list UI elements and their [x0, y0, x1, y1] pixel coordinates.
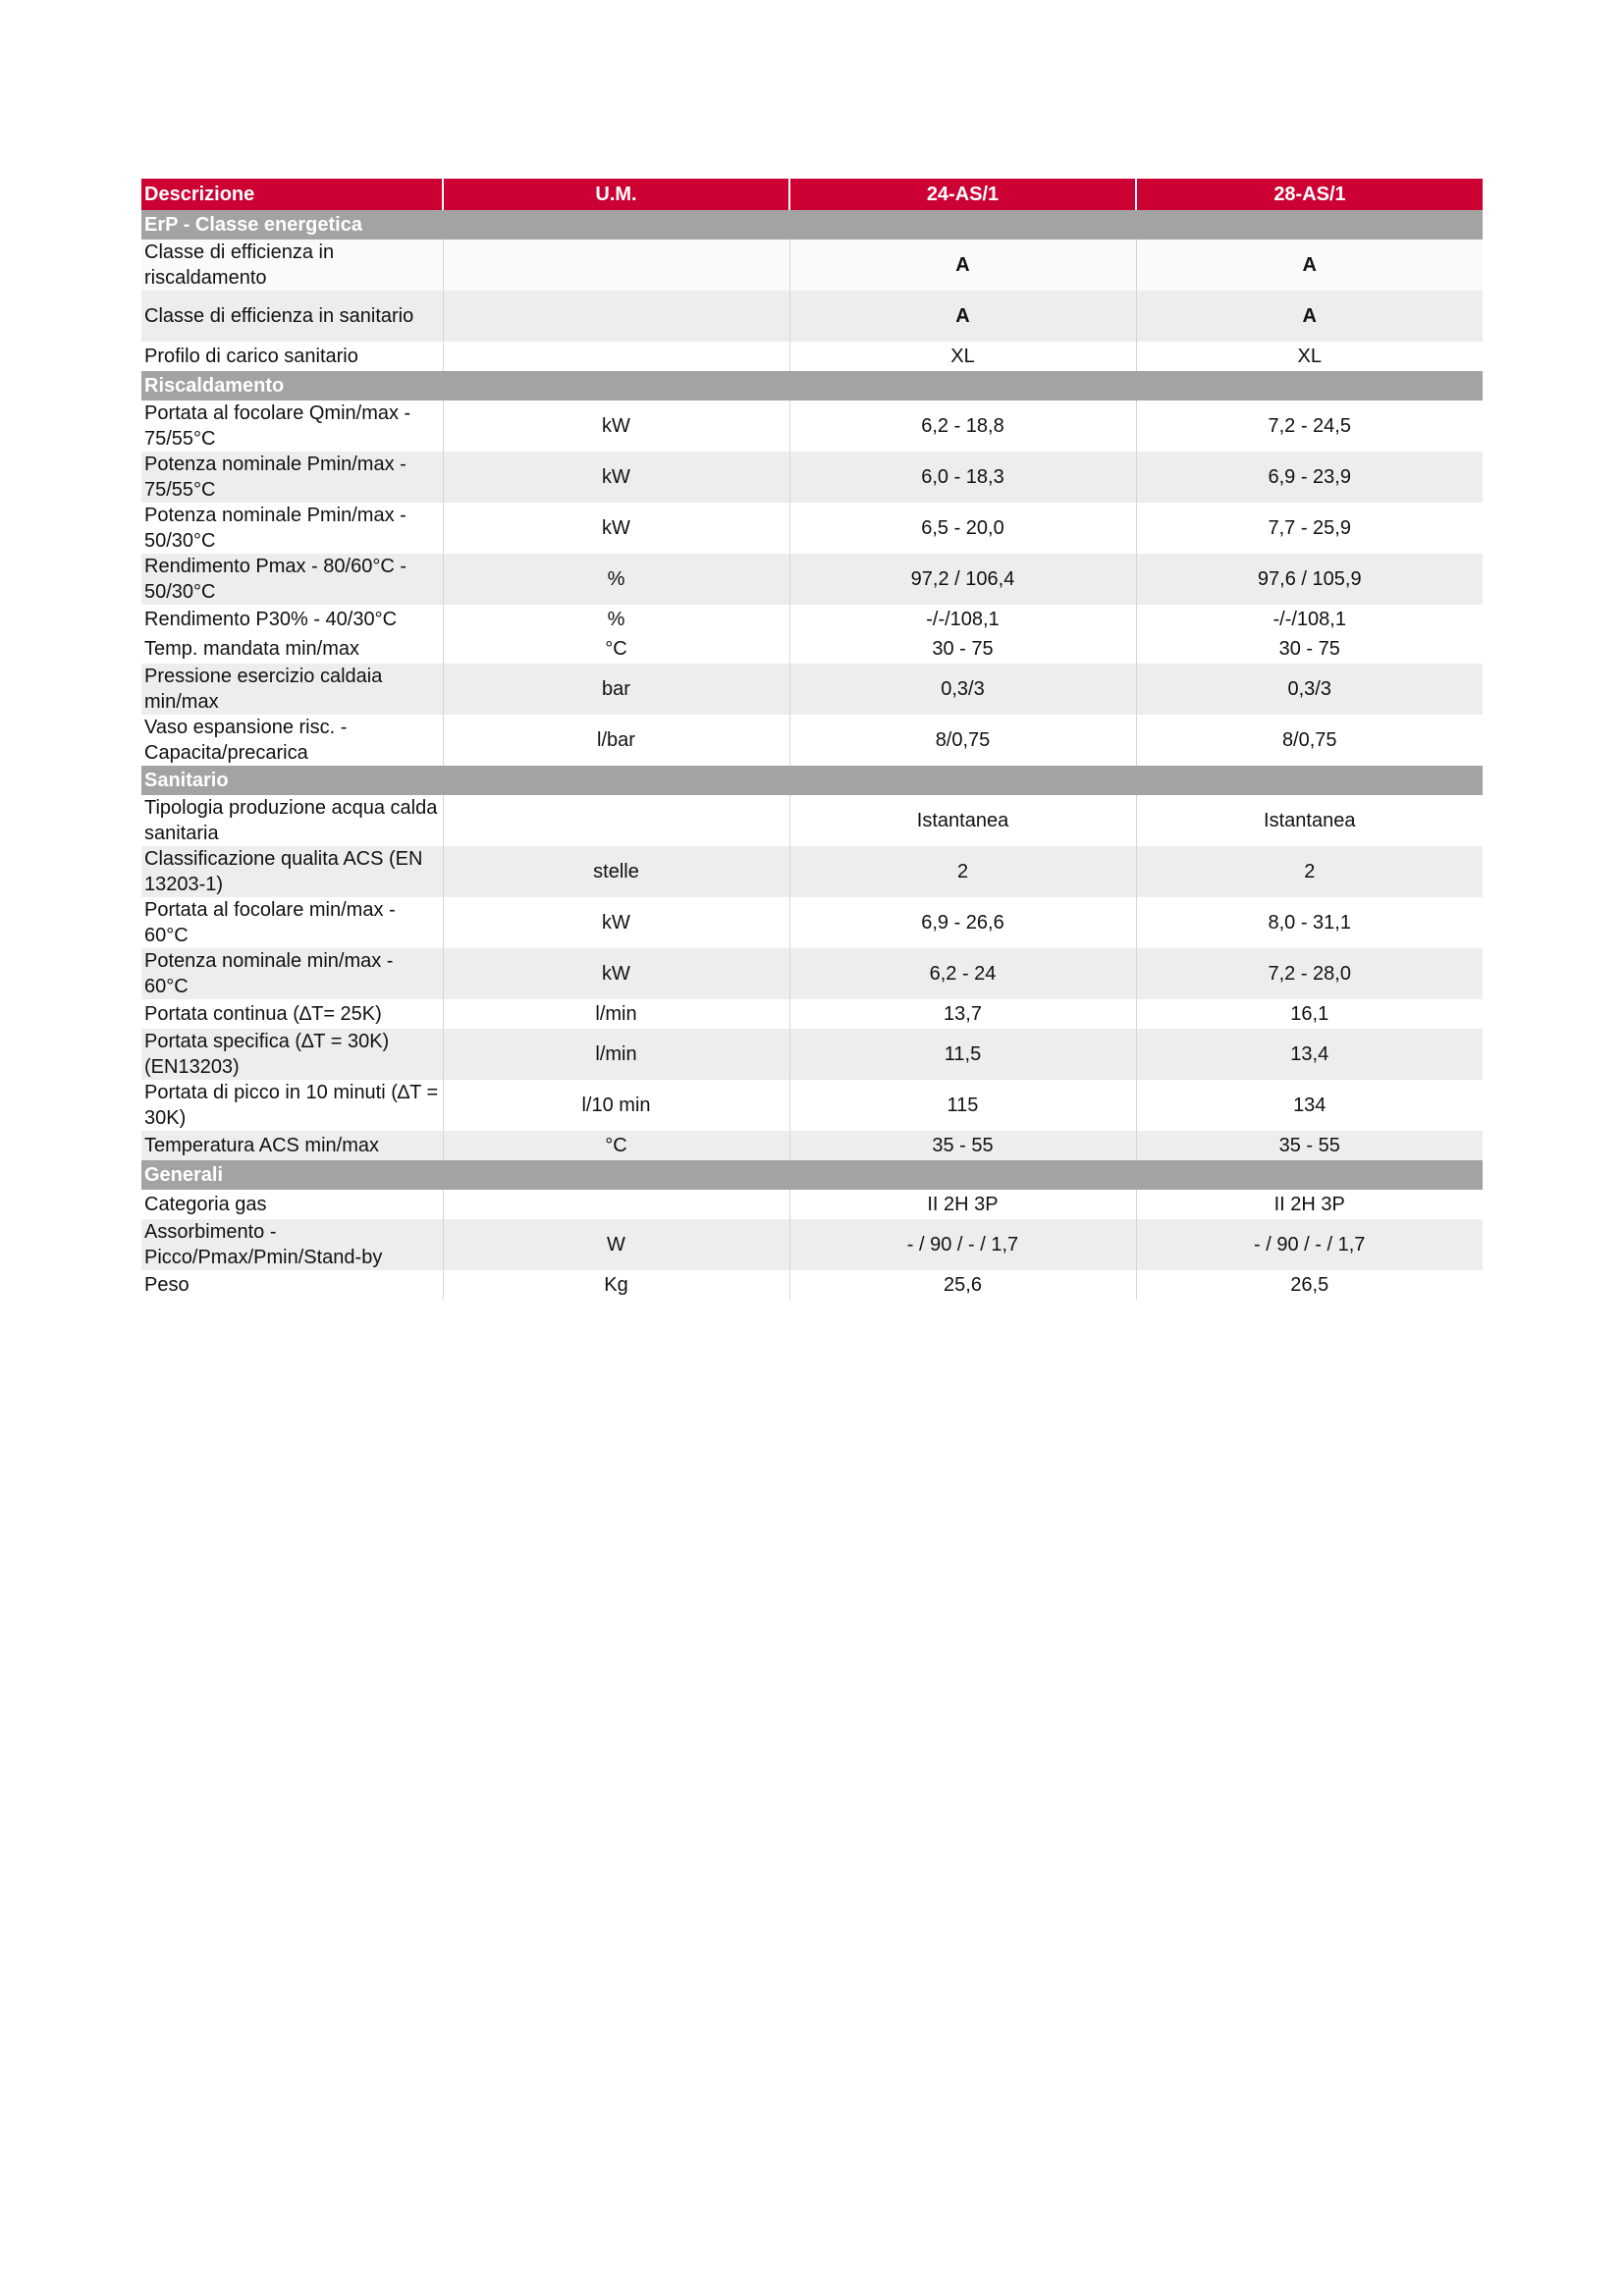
- table-row: [141, 452, 1483, 503]
- row-value-24: A: [789, 240, 1136, 291]
- row-value-24: 97,2 / 106,4: [789, 554, 1136, 605]
- row-value-28: 26,5: [1136, 1270, 1483, 1300]
- row-value-28: 8/0,75: [1136, 715, 1483, 766]
- row-value-24: - / 90 / - / 1,7: [789, 1219, 1136, 1270]
- row-um: [443, 240, 789, 291]
- table-row: [141, 1190, 1483, 1219]
- row-desc: Potenza nominale min/max - 60°C: [141, 948, 443, 999]
- header-um: U.M.: [443, 179, 789, 210]
- table-row: [141, 999, 1483, 1029]
- row-value-24: 35 - 55: [789, 1131, 1136, 1160]
- row-value-24: 6,0 - 18,3: [789, 452, 1136, 503]
- row-value-28: Istantanea: [1136, 795, 1483, 846]
- row-value-28: 134: [1136, 1080, 1483, 1131]
- row-um: l/min: [443, 999, 789, 1029]
- row-value-28: A: [1136, 240, 1483, 291]
- row-desc: Temperatura ACS min/max: [141, 1131, 443, 1160]
- table-row: [141, 1219, 1483, 1270]
- row-value-28: 35 - 55: [1136, 1131, 1483, 1160]
- row-desc: Rendimento P30% - 40/30°C: [141, 605, 443, 634]
- row-value-24: 25,6: [789, 1270, 1136, 1300]
- row-desc: Vaso espansione risc. - Capacita/precarica: [141, 715, 443, 766]
- row-um: °C: [443, 1131, 789, 1160]
- row-desc: Portata continua (∆T= 25K): [141, 999, 443, 1029]
- row-value-24: 115: [789, 1080, 1136, 1131]
- section-title: ErP - Classe energetica: [141, 210, 1483, 240]
- row-value-28: 7,2 - 28,0: [1136, 948, 1483, 999]
- row-value-24: -/-/108,1: [789, 605, 1136, 634]
- table-row: [141, 715, 1483, 766]
- row-value-28: 8,0 - 31,1: [1136, 897, 1483, 948]
- row-um: kW: [443, 897, 789, 948]
- section-title: Generali: [141, 1160, 1483, 1190]
- row-desc: Profilo di carico sanitario: [141, 342, 443, 371]
- table-row: [141, 554, 1483, 605]
- row-value-24: A: [789, 291, 1136, 342]
- row-value-28: 97,6 / 105,9: [1136, 554, 1483, 605]
- row-desc: Pressione esercizio caldaia min/max: [141, 664, 443, 715]
- row-um: l/min: [443, 1029, 789, 1080]
- row-value-28: 7,2 - 24,5: [1136, 400, 1483, 452]
- section-generali: [141, 1160, 1483, 1190]
- header-model-28: 28-AS/1: [1136, 179, 1483, 210]
- row-value-24: 6,2 - 24: [789, 948, 1136, 999]
- row-desc: Portata al focolare Qmin/max - 75/55°C: [141, 400, 443, 452]
- table-row: [141, 948, 1483, 999]
- row-desc: Categoria gas: [141, 1190, 443, 1219]
- table-row: [141, 897, 1483, 948]
- table-row: [141, 1270, 1483, 1300]
- section-title: Sanitario: [141, 766, 1483, 795]
- table-row: [141, 1131, 1483, 1160]
- row-desc: Tipologia produzione acqua calda sanitaria: [141, 795, 443, 846]
- row-desc: Classe di efficienza in sanitario: [141, 291, 443, 342]
- spec-table: [141, 179, 1483, 1300]
- row-um: %: [443, 554, 789, 605]
- table-row: [141, 634, 1483, 664]
- row-um: l/bar: [443, 715, 789, 766]
- table-row: [141, 240, 1483, 291]
- row-desc: Portata di picco in 10 minuti (∆T = 30K): [141, 1080, 443, 1131]
- row-value-24: 2: [789, 846, 1136, 897]
- row-um: kW: [443, 400, 789, 452]
- row-value-24: 0,3/3: [789, 664, 1136, 715]
- row-um: °C: [443, 634, 789, 664]
- section-sanitario: [141, 766, 1483, 795]
- row-value-24: 11,5: [789, 1029, 1136, 1080]
- row-value-24: 6,2 - 18,8: [789, 400, 1136, 452]
- row-value-28: - / 90 / - / 1,7: [1136, 1219, 1483, 1270]
- row-value-28: 13,4: [1136, 1029, 1483, 1080]
- row-um: l/10 min: [443, 1080, 789, 1131]
- row-value-24: Istantanea: [789, 795, 1136, 846]
- row-desc: Portata al focolare min/max - 60°C: [141, 897, 443, 948]
- row-value-24: II 2H 3P: [789, 1190, 1136, 1219]
- row-desc: Classificazione qualita ACS (EN 13203-1): [141, 846, 443, 897]
- row-desc: Rendimento Pmax - 80/60°C - 50/30°C: [141, 554, 443, 605]
- table-row: [141, 400, 1483, 452]
- row-um: W: [443, 1219, 789, 1270]
- table-row: [141, 795, 1483, 846]
- row-desc: Potenza nominale Pmin/max - 50/30°C: [141, 503, 443, 554]
- row-desc: Assorbimento - Picco/Pmax/Pmin/Stand-by: [141, 1219, 443, 1270]
- row-um: bar: [443, 664, 789, 715]
- section-erp: [141, 210, 1483, 240]
- row-um: %: [443, 605, 789, 634]
- row-value-28: A: [1136, 291, 1483, 342]
- table-row: [141, 664, 1483, 715]
- row-um: [443, 795, 789, 846]
- row-value-28: 16,1: [1136, 999, 1483, 1029]
- table-row: [141, 342, 1483, 371]
- row-value-28: 0,3/3: [1136, 664, 1483, 715]
- row-desc: Classe di efficienza in riscaldamento: [141, 240, 443, 291]
- row-value-28: XL: [1136, 342, 1483, 371]
- row-um: [443, 1190, 789, 1219]
- row-value-28: -/-/108,1: [1136, 605, 1483, 634]
- row-um: kW: [443, 948, 789, 999]
- row-value-28: 6,9 - 23,9: [1136, 452, 1483, 503]
- table-row: [141, 1080, 1483, 1131]
- row-desc: Temp. mandata min/max: [141, 634, 443, 664]
- table-row: [141, 605, 1483, 634]
- row-value-24: 13,7: [789, 999, 1136, 1029]
- header-model-24: 24-AS/1: [789, 179, 1136, 210]
- row-desc: Peso: [141, 1270, 443, 1300]
- row-value-28: 2: [1136, 846, 1483, 897]
- header-row: [141, 179, 1483, 210]
- row-um: kW: [443, 452, 789, 503]
- table-row: [141, 1029, 1483, 1080]
- row-value-24: 8/0,75: [789, 715, 1136, 766]
- section-riscaldamento: [141, 371, 1483, 400]
- table-row: [141, 846, 1483, 897]
- row-desc: Potenza nominale Pmin/max - 75/55°C: [141, 452, 443, 503]
- table-row: [141, 291, 1483, 342]
- row-um: stelle: [443, 846, 789, 897]
- row-value-24: XL: [789, 342, 1136, 371]
- row-value-28: II 2H 3P: [1136, 1190, 1483, 1219]
- header-descrizione: Descrizione: [141, 179, 443, 210]
- row-value-28: 30 - 75: [1136, 634, 1483, 664]
- row-um: kW: [443, 503, 789, 554]
- table-row: [141, 503, 1483, 554]
- row-value-24: 30 - 75: [789, 634, 1136, 664]
- row-um: [443, 342, 789, 371]
- row-value-24: 6,5 - 20,0: [789, 503, 1136, 554]
- section-title: Riscaldamento: [141, 371, 1483, 400]
- row-value-24: 6,9 - 26,6: [789, 897, 1136, 948]
- row-value-28: 7,7 - 25,9: [1136, 503, 1483, 554]
- row-um: [443, 291, 789, 342]
- row-um: Kg: [443, 1270, 789, 1300]
- row-desc: Portata specifica (∆T = 30K) (EN13203): [141, 1029, 443, 1080]
